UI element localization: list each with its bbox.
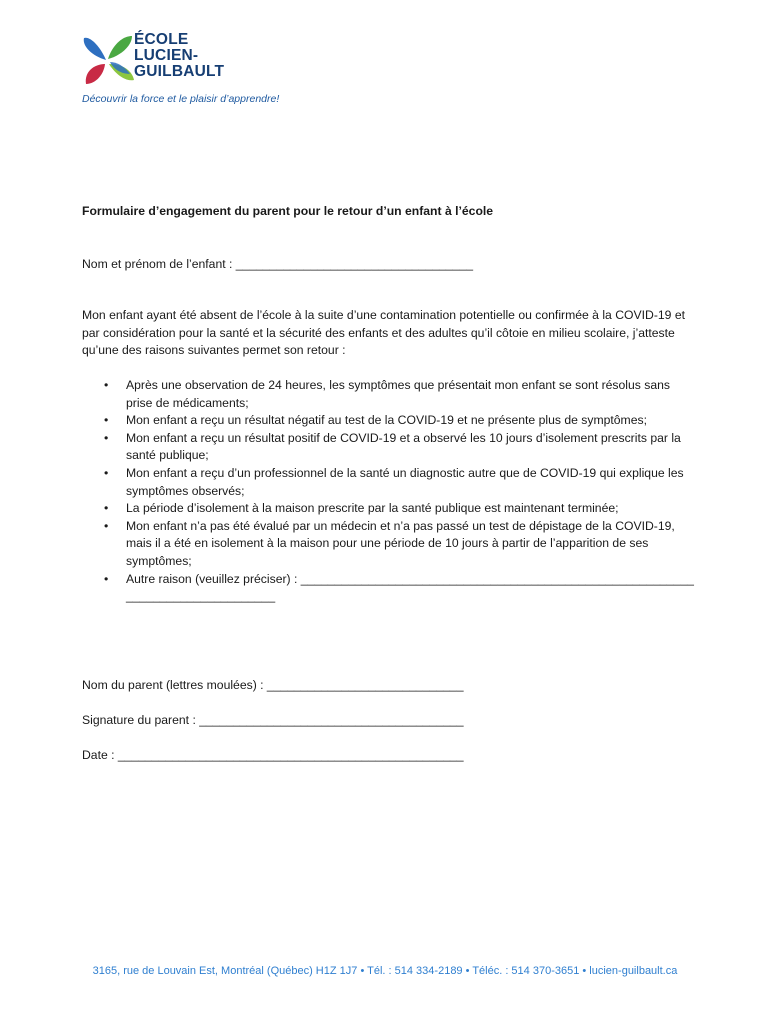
signature-field: Signature du parent : _______________________________________ (82, 713, 464, 727)
reason-text: Après une observation de 24 heures, les symptômes que présentait mon enfant se sont résolus sans prise de médicaments; (126, 378, 671, 410)
list-item (104, 571, 694, 606)
reasons-list (104, 377, 694, 606)
parent-name-field: Nom du parent (lettres moulées) : _____________________________ (82, 678, 464, 692)
butterfly-logo-icon (80, 32, 136, 90)
bullet-icon: • (104, 413, 109, 428)
reason-text: Mon enfant n’a pas été évalué par un médecin et n’a pas passé un test de dépistage de la COVID-19, mais il a été en isolement à la maison pour une période de 10 jours à partir de l’apparition de ses symptômes; (126, 518, 675, 568)
bullet-icon: • (104, 465, 109, 480)
date-field: Date : ___________________________________________________ (82, 748, 464, 762)
bullet-icon: • (104, 571, 109, 586)
reason-text: Mon enfant a reçu d’un professionnel de la santé un diagnostic autre que de COVID-19 qui explique les symptômes observés; (126, 465, 684, 498)
reason-text: Mon enfant a reçu un résultat positif de COVID-19 et a observé les 10 jours d’isolement prescrits par la santé publique; (126, 430, 681, 463)
bullet-icon: • (104, 518, 109, 533)
list-item (104, 500, 694, 518)
list-item (104, 465, 694, 500)
list-item (104, 430, 694, 465)
bullet-icon: • (104, 501, 109, 516)
form-title: Formulaire d’engagement du parent pour le retour d’un enfant à l’école (82, 204, 494, 218)
school-logo (80, 28, 280, 108)
school-name-line: GUILBAULT (134, 63, 225, 80)
reason-text: La période d’isolement à la maison prescrite par la santé publique est maintenant terminée; (126, 501, 619, 516)
school-tagline: Découvrir la force et le plaisir d’apprendre! (82, 93, 280, 105)
list-item (104, 377, 694, 412)
reason-text: Mon enfant a reçu un résultat négatif au test de la COVID-19 et ne présente plus de symptômes; (126, 413, 647, 428)
school-name (134, 32, 254, 80)
bullet-icon: • (104, 378, 109, 392)
school-name-line: ÉCOLE (134, 31, 189, 48)
intro-paragraph: Mon enfant ayant été absent de l’école à la suite d’une contamination potentielle ou confirmée à la COVID-19 et par considération pour la santé et la sécurité des enfants et des adultes qu’il côtoie en milieu scolaire, j’atteste qu’une des raisons suivantes permet son retour : (82, 308, 685, 358)
footer-contact: 3165, rue de Louvain Est, Montréal (Québec) H1Z 1J7 • Tél. : 514 334-2189 • Téléc. : 514 370-3651 • lucien-guilbault.ca (92, 965, 678, 977)
school-name-line: LUCIEN- (134, 47, 199, 64)
list-item (104, 518, 694, 571)
bullet-icon: • (104, 430, 109, 445)
reason-text: Autre raison (veuillez préciser) : ________________________________________________________________________________ (126, 571, 694, 604)
list-item (104, 412, 694, 430)
child-name-field: Nom et prénom de l’enfant : ___________________________________ (82, 257, 474, 271)
